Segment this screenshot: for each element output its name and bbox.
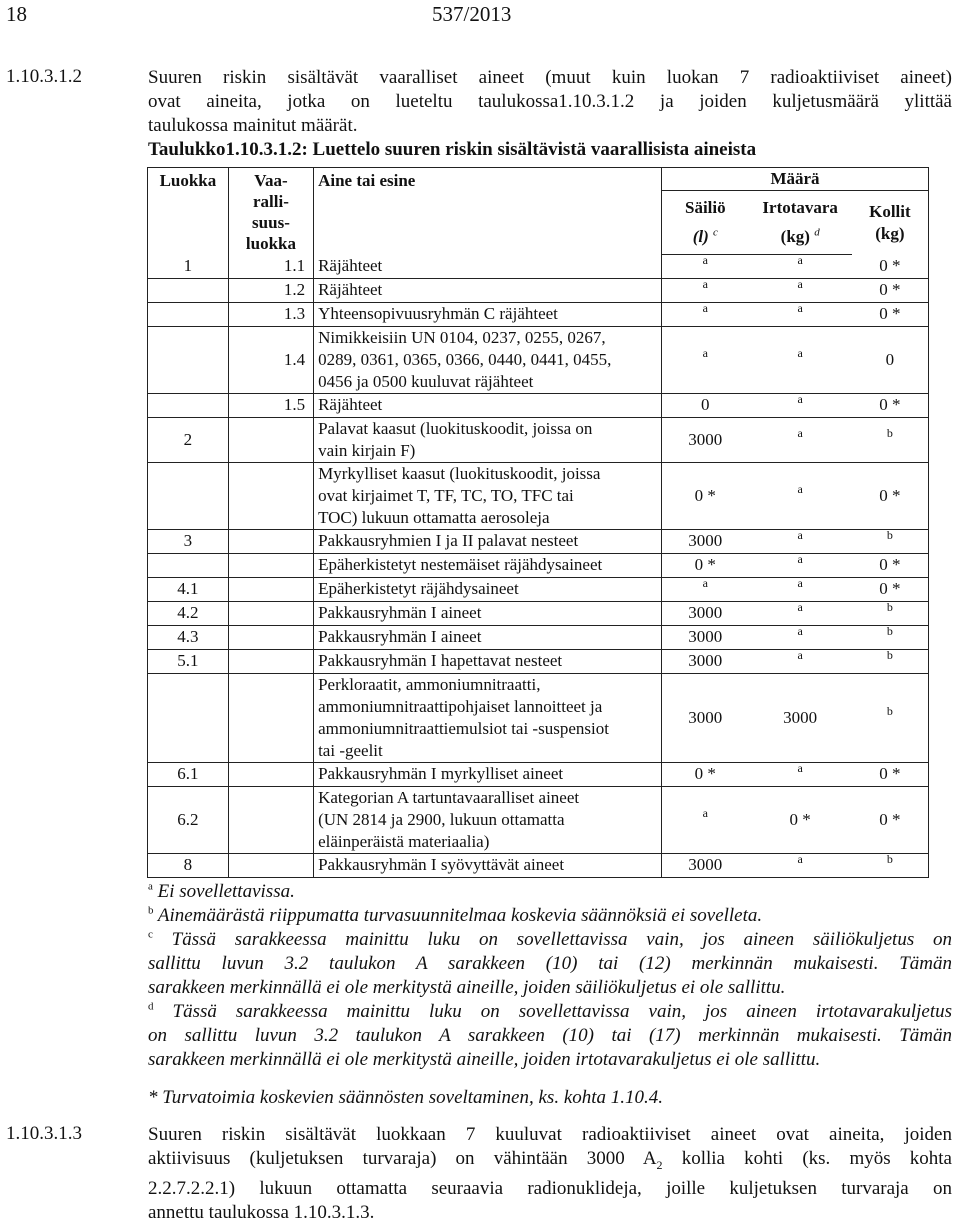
paragraph-line: Suuren riskin sisältävät vaaralliset aineet (muut kuin luokan 7 radioaktiiviset aineet): [148, 67, 952, 88]
substance-line: Pakkausryhmän I myrkylliset aineet: [318, 764, 564, 783]
substance-line: Räjähteet: [318, 255, 383, 275]
substance-line: ovat kirjaimet T, TF, TC, TO, TFC tai: [318, 485, 574, 505]
cell-bulk: a: [749, 577, 852, 601]
paragraph-line: aktiivisuus (kuljetuksen turvaraja) on vähintään 3000 $A_2$ kollia kohti (ks. myös kohta: [148, 1148, 952, 1172]
table-body: [148, 254, 929, 877]
cell-substance: [314, 393, 662, 417]
footnote-b: $^b$ Ainemäärästä riippumatta turvasuunnitelmaa koskevia säännöksiä ei sovelleta.: [148, 904, 763, 926]
document-number: 537/2013: [432, 2, 512, 26]
substance-line: eläinperäistä materiaalia): [318, 831, 490, 851]
table-footnotes: [148, 880, 952, 1072]
dangerous-goods-table: [147, 167, 929, 878]
cell-bulk: a: [749, 649, 852, 673]
table-row: [148, 254, 929, 278]
cell-pkg: b: [852, 625, 929, 649]
cell-substance: [314, 302, 662, 326]
table-row: [148, 625, 929, 649]
cell-tank: a: [662, 254, 749, 278]
table-row: [148, 393, 929, 417]
substance-line: Yhteensopivuusryhmän C räjähteet: [318, 304, 558, 323]
cell-substance: [314, 326, 662, 393]
substance-line: Pakkausryhmän I aineet: [318, 627, 482, 646]
table-row: [148, 278, 929, 302]
cell-class: 6.1: [148, 762, 229, 786]
cell-class: [148, 673, 229, 762]
footnote-d-line: sarakkeen merkinnällä ei ole merkitystä aineille, joiden irtotavarakuljetus ei ole sallittu.: [148, 1049, 821, 1070]
table-row: [148, 786, 929, 853]
cell-pkg: 0 *: [852, 762, 929, 786]
substance-line: Räjähteet: [318, 280, 383, 299]
section-paragraph: [148, 1123, 952, 1225]
table-row: [148, 853, 929, 877]
cell-tank: 0 *: [662, 462, 749, 529]
substance-line: Myrkylliset kaasut (luokituskoodit, joissa: [318, 463, 601, 483]
cell-bulk: a: [749, 326, 852, 393]
cell-tank: 3000: [662, 853, 749, 877]
cell-class: [148, 326, 229, 393]
header-subclass: Vaa- ralli- suus- luokka: [228, 168, 313, 255]
cell-tank: 3000: [662, 649, 749, 673]
table-row: [148, 762, 929, 786]
cell-subclass: [228, 601, 313, 625]
substance-line: 0289, 0361, 0365, 0366, 0440, 0441, 0455,: [318, 349, 612, 369]
cell-tank: a: [662, 278, 749, 302]
footnote-c: $^c$ Tässä sarakkeessa mainittu luku on sovellettavissa vain, jos aineen säiliökuljetus on: [148, 928, 952, 950]
cell-subclass: [228, 625, 313, 649]
cell-pkg: 0 *: [852, 553, 929, 577]
cell-substance: [314, 786, 662, 853]
cell-bulk: a: [749, 278, 852, 302]
table-row: [148, 673, 929, 762]
substance-line: Pakkausryhmien I ja II palavat nesteet: [318, 531, 579, 550]
header-class: Luokka: [148, 168, 229, 255]
cell-pkg: b: [852, 649, 929, 673]
cell-pkg: b: [852, 601, 929, 625]
cell-pkg: 0 *: [852, 577, 929, 601]
cell-subclass: [228, 673, 313, 762]
cell-bulk: a: [749, 553, 852, 577]
cell-tank: 0 *: [662, 762, 749, 786]
header-tank-unit: (l) $^c$: [662, 226, 749, 255]
cell-substance: [314, 673, 662, 762]
cell-bulk: a: [749, 853, 852, 877]
header-bulk-unit: (kg) $^d$: [749, 226, 852, 255]
cell-class: 6.2: [148, 786, 229, 853]
substance-line: Pakkausryhmän I aineet: [318, 603, 482, 622]
cell-class: [148, 302, 229, 326]
substance-line: Palavat kaasut (luokituskoodit, joissa on: [318, 418, 593, 438]
substance-line: ammoniumnitraattiemulsiot tai -suspensiot: [318, 718, 609, 738]
paragraph-line: taulukossa mainitut määrät.: [148, 115, 358, 136]
cell-bulk: a: [749, 601, 852, 625]
header-tank: Säiliö: [684, 198, 726, 218]
substance-line: Kategorian A tartuntavaaralliset aineet: [318, 787, 580, 807]
cell-subclass: [228, 462, 313, 529]
cell-pkg: 0 *: [852, 302, 929, 326]
cell-substance: [314, 462, 662, 529]
cell-substance: [314, 553, 662, 577]
cell-bulk: a: [749, 762, 852, 786]
cell-tank: 3000: [662, 601, 749, 625]
cell-class: 4.2: [148, 601, 229, 625]
cell-subclass: [228, 417, 313, 462]
cell-tank: a: [662, 326, 749, 393]
cell-subclass: 1.5: [228, 393, 313, 417]
cell-tank: 0 *: [662, 553, 749, 577]
cell-subclass: 1.2: [228, 278, 313, 302]
cell-pkg: 0 *: [852, 254, 929, 278]
substance-line: Perkloraatit, ammoniumnitraatti,: [318, 674, 541, 694]
cell-class: 1: [148, 254, 229, 278]
header-substance: Aine tai esine: [314, 168, 662, 255]
cell-subclass: [228, 786, 313, 853]
cell-class: [148, 553, 229, 577]
cell-bulk: a: [749, 625, 852, 649]
table-row: [148, 529, 929, 553]
table-title: Taulukko1.10.3.1.2: Luettelo suuren riskin sisältävistä vaarallisista aineista: [148, 139, 757, 160]
cell-substance: [314, 762, 662, 786]
cell-subclass: 1.3: [228, 302, 313, 326]
page-number: 18: [6, 2, 27, 26]
cell-bulk: a: [749, 254, 852, 278]
cell-bulk: a: [749, 393, 852, 417]
cell-subclass: [228, 553, 313, 577]
cell-tank: 3000: [662, 673, 749, 762]
footnote-c-line: sarakkeen merkinnällä ei ole merkitystä aineille, joiden säiliökuljetus ei ole sallittu.: [148, 977, 786, 998]
substance-line: (UN 2814 ja 2900, lukuun ottamatta: [318, 809, 565, 829]
substance-line: TOC) lukuun ottamatta aerosoleja: [318, 507, 550, 527]
header-packages: Kollit (kg): [869, 201, 911, 243]
cell-subclass: [228, 762, 313, 786]
cell-substance: [314, 417, 662, 462]
table-row: [148, 462, 929, 529]
cell-substance: [314, 853, 662, 877]
footnote-d: $^d$ Tässä sarakkeessa mainittu luku on sovellettavissa vain, jos aineen irtotavarakuljetus: [148, 1000, 952, 1022]
substance-line: ammoniumnitraattipohjaiset lannoitteet ja: [318, 696, 603, 716]
cell-subclass: [228, 529, 313, 553]
cell-class: 5.1: [148, 649, 229, 673]
table-row: [148, 649, 929, 673]
cell-tank: a: [662, 786, 749, 853]
cell-substance: [314, 529, 662, 553]
table-row: [148, 601, 929, 625]
cell-substance: [314, 254, 662, 278]
cell-substance: [314, 278, 662, 302]
cell-subclass: [228, 577, 313, 601]
header-bulk: Irtotavara: [762, 198, 838, 218]
cell-tank: 3000: [662, 529, 749, 553]
star-footnote: * Turvatoimia koskevien säännösten soveltaminen, ks. kohta 1.10.4.: [148, 1087, 664, 1108]
substance-line: Nimikkeisiin UN 0104, 0237, 0255, 0267,: [318, 327, 606, 347]
cell-pkg: b: [852, 673, 929, 762]
cell-bulk: 0 *: [749, 786, 852, 853]
cell-pkg: b: [852, 529, 929, 553]
footnote-c-line: sallittu luvun 3.2 taulukon A sarakkeen (10) tai (12) merkinnän mukaisesti. Tämän: [148, 953, 952, 974]
cell-subclass: 1.1: [228, 254, 313, 278]
cell-pkg: 0 *: [852, 278, 929, 302]
cell-pkg: 0 *: [852, 786, 929, 853]
cell-tank: a: [662, 302, 749, 326]
cell-substance: [314, 577, 662, 601]
table-row: [148, 302, 929, 326]
section-number: 1.10.3.1.3: [6, 1123, 82, 1144]
substance-line: vain kirjain F): [318, 440, 416, 460]
header-quantity: Määrä: [662, 168, 929, 191]
cell-bulk: a: [749, 302, 852, 326]
cell-class: 8: [148, 853, 229, 877]
section-number: 1.10.3.1.2: [6, 66, 82, 87]
cell-subclass: 1.4: [228, 326, 313, 393]
footnote-d-line: on sallittu luvun 3.2 taulukon A sarakkeen (10) tai (17) merkinnän mukaisesti. Tämän: [148, 1025, 952, 1046]
cell-substance: [314, 601, 662, 625]
cell-substance: [314, 625, 662, 649]
table-row: [148, 417, 929, 462]
substance-line: Pakkausryhmän I hapettavat nesteet: [318, 651, 563, 670]
cell-class: 3: [148, 529, 229, 553]
footnote-a: $^a$ Ei sovellettavissa.: [148, 880, 295, 902]
substance-line: Pakkausryhmän I syövyttävät aineet: [318, 855, 565, 874]
table-row: [148, 553, 929, 577]
cell-substance: [314, 649, 662, 673]
cell-bulk: a: [749, 529, 852, 553]
cell-pkg: b: [852, 853, 929, 877]
paragraph-line: Suuren riskin sisältävät luokkaan 7 kuuluvat radioaktiiviset aineet ovat aineita, joiden: [148, 1124, 952, 1145]
cell-class: 4.1: [148, 577, 229, 601]
table-row: [148, 577, 929, 601]
substance-line: Epäherkistetyt nestemäiset räjähdysaineet: [318, 555, 603, 574]
cell-bulk: 3000: [749, 673, 852, 762]
paragraph-line: 2.2.7.2.2.1) lukuun ottamatta seuraavia radionuklideja, joille kuljetuksen turvaraja on: [148, 1177, 952, 1199]
cell-bulk: a: [749, 417, 852, 462]
cell-subclass: [228, 853, 313, 877]
section-paragraph: [148, 66, 952, 138]
cell-pkg: 0 *: [852, 393, 929, 417]
cell-pkg: b: [852, 417, 929, 462]
cell-class: [148, 393, 229, 417]
substance-line: 0456 ja 0500 kuuluvat räjähteet: [318, 371, 534, 391]
cell-class: 4.3: [148, 625, 229, 649]
paragraph-line: ovat aineita, jotka on lueteltu taulukossa1.10.3.1.2 ja joiden kuljetusmäärä ylittää: [148, 91, 952, 112]
paragraph-line: annettu taulukossa 1.10.3.1.3.: [148, 1201, 375, 1223]
cell-pkg: 0: [852, 326, 929, 393]
substance-line: tai -geelit: [318, 740, 383, 760]
cell-tank: a: [662, 577, 749, 601]
cell-tank: 0: [662, 393, 749, 417]
cell-class: 2: [148, 417, 229, 462]
cell-class: [148, 462, 229, 529]
table-row: [148, 326, 929, 393]
cell-tank: 3000: [662, 625, 749, 649]
cell-bulk: a: [749, 462, 852, 529]
cell-tank: 3000: [662, 417, 749, 462]
cell-subclass: [228, 649, 313, 673]
substance-line: Räjähteet: [318, 395, 383, 414]
cell-pkg: 0 *: [852, 462, 929, 529]
substance-line: Epäherkistetyt räjähdysaineet: [318, 579, 519, 598]
cell-class: [148, 278, 229, 302]
